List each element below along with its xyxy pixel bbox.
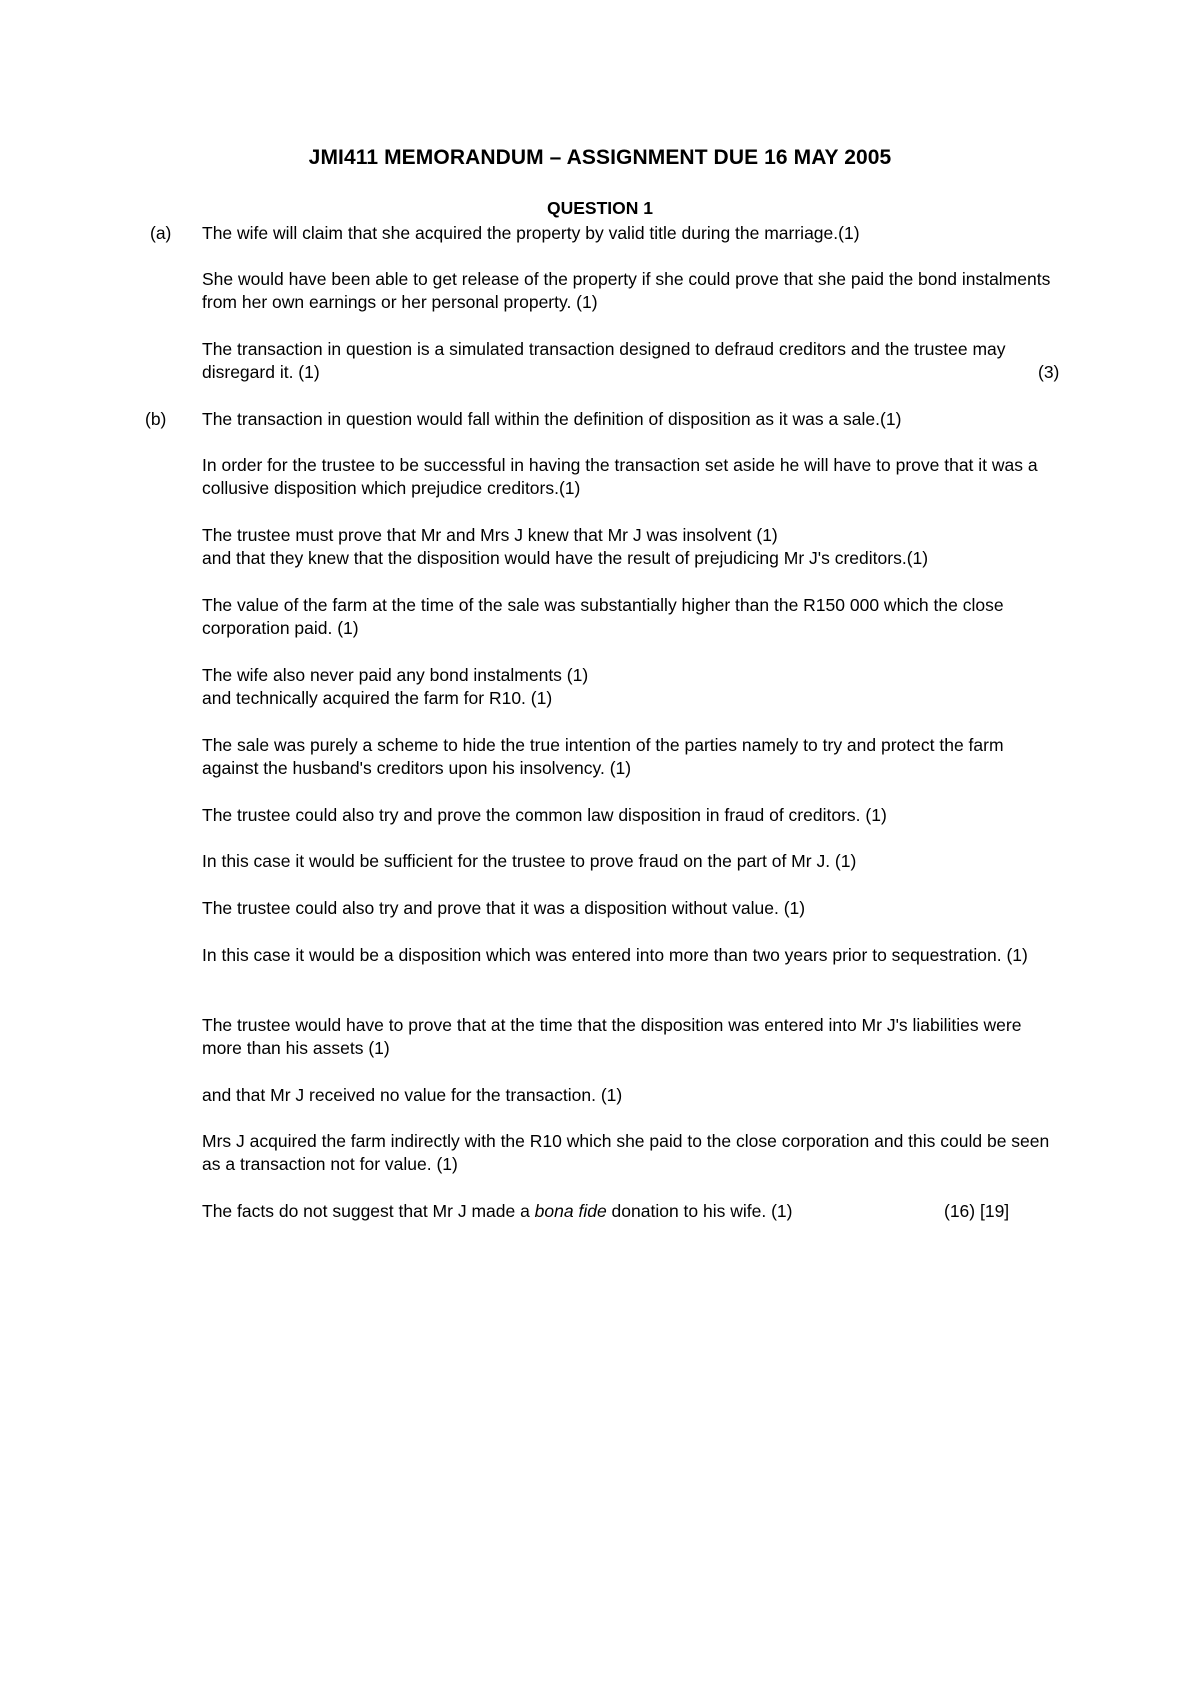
- part-b-paragraph-10: In this case it would be sufficient for the trustee to prove fraud on the part of Mr J. (1): [202, 851, 857, 871]
- part-b-paragraph-12: In this case it would be a disposition which was entered into more than two years prior to sequestration. (1): [202, 945, 1028, 965]
- part-b-paragraph-9: The trustee could also try and prove the common law disposition in fraud of creditors. (1): [202, 805, 887, 825]
- part-b-paragraph-14: and that Mr J received no value for the transaction. (1): [202, 1085, 623, 1105]
- part-a-paragraph-3: The transaction in question is a simulated transaction designed to defraud creditors and the trustee may disregard it. (1): [202, 339, 1006, 382]
- part-b-paragraph-1: The transaction in question would fall within the definition of disposition as it was a sale.(1): [202, 409, 902, 429]
- part-b-paragraph-13: The trustee would have to prove that at the time that the disposition was entered into Mr J's liabilities were more than his assets (1): [202, 1015, 1022, 1058]
- final-text-italic: bona fide: [534, 1201, 607, 1221]
- part-b-paragraph-3: The trustee must prove that Mr and Mrs J knew that Mr J was insolvent (1): [202, 525, 778, 545]
- question-heading: QUESTION 1: [547, 198, 653, 218]
- part-b-label: (b): [145, 409, 167, 429]
- part-b-final-paragraph: [202, 1200, 1062, 1223]
- part-b-marks: (16) [19]: [944, 1201, 1010, 1221]
- part-b-paragraph-7: and technically acquired the farm for R10. (1): [202, 688, 553, 708]
- part-b-paragraph-15: Mrs J acquired the farm indirectly with the R10 which she paid to the close corporation and this could be seen as a transaction not for value. (1): [202, 1131, 1050, 1174]
- part-b-paragraph-2: In order for the trustee to be successful in having the transaction set aside he will have to prove that it was a collusive disposition which prejudice creditors.(1): [202, 455, 1038, 498]
- part-b-paragraph-6: The wife also never paid any bond instalments (1): [202, 665, 589, 685]
- final-text-after: donation to his wife. (1): [606, 1201, 793, 1221]
- part-b-paragraph-5: The value of the farm at the time of the sale was substantially higher than the R150 000 which the close corporation paid. (1): [202, 595, 1004, 638]
- part-b-paragraph-8: The sale was purely a scheme to hide the true intention of the parties namely to try and protect the farm against the husband's creditors upon his insolvency. (1): [202, 735, 1004, 778]
- part-b-paragraph-11: The trustee could also try and prove that it was a disposition without value. (1): [202, 898, 806, 918]
- part-a-paragraph-1: The wife will claim that she acquired the property by valid title during the marriage.(1): [202, 223, 860, 243]
- part-a-paragraph-2: She would have been able to get release of the property if she could prove that she paid the bond instalments from her own earnings or her personal property. (1): [202, 269, 1051, 312]
- document-title: JMI411 MEMORANDUM – ASSIGNMENT DUE 16 MAY 2005: [308, 146, 892, 169]
- final-text-before: The facts do not suggest that Mr J made a: [202, 1201, 535, 1221]
- part-a-marks: (3): [1038, 362, 1060, 382]
- part-a-label: (a): [150, 223, 172, 243]
- part-b-paragraph-4: and that they knew that the disposition would have the result of prejudicing Mr J's creditors.(1): [202, 548, 929, 568]
